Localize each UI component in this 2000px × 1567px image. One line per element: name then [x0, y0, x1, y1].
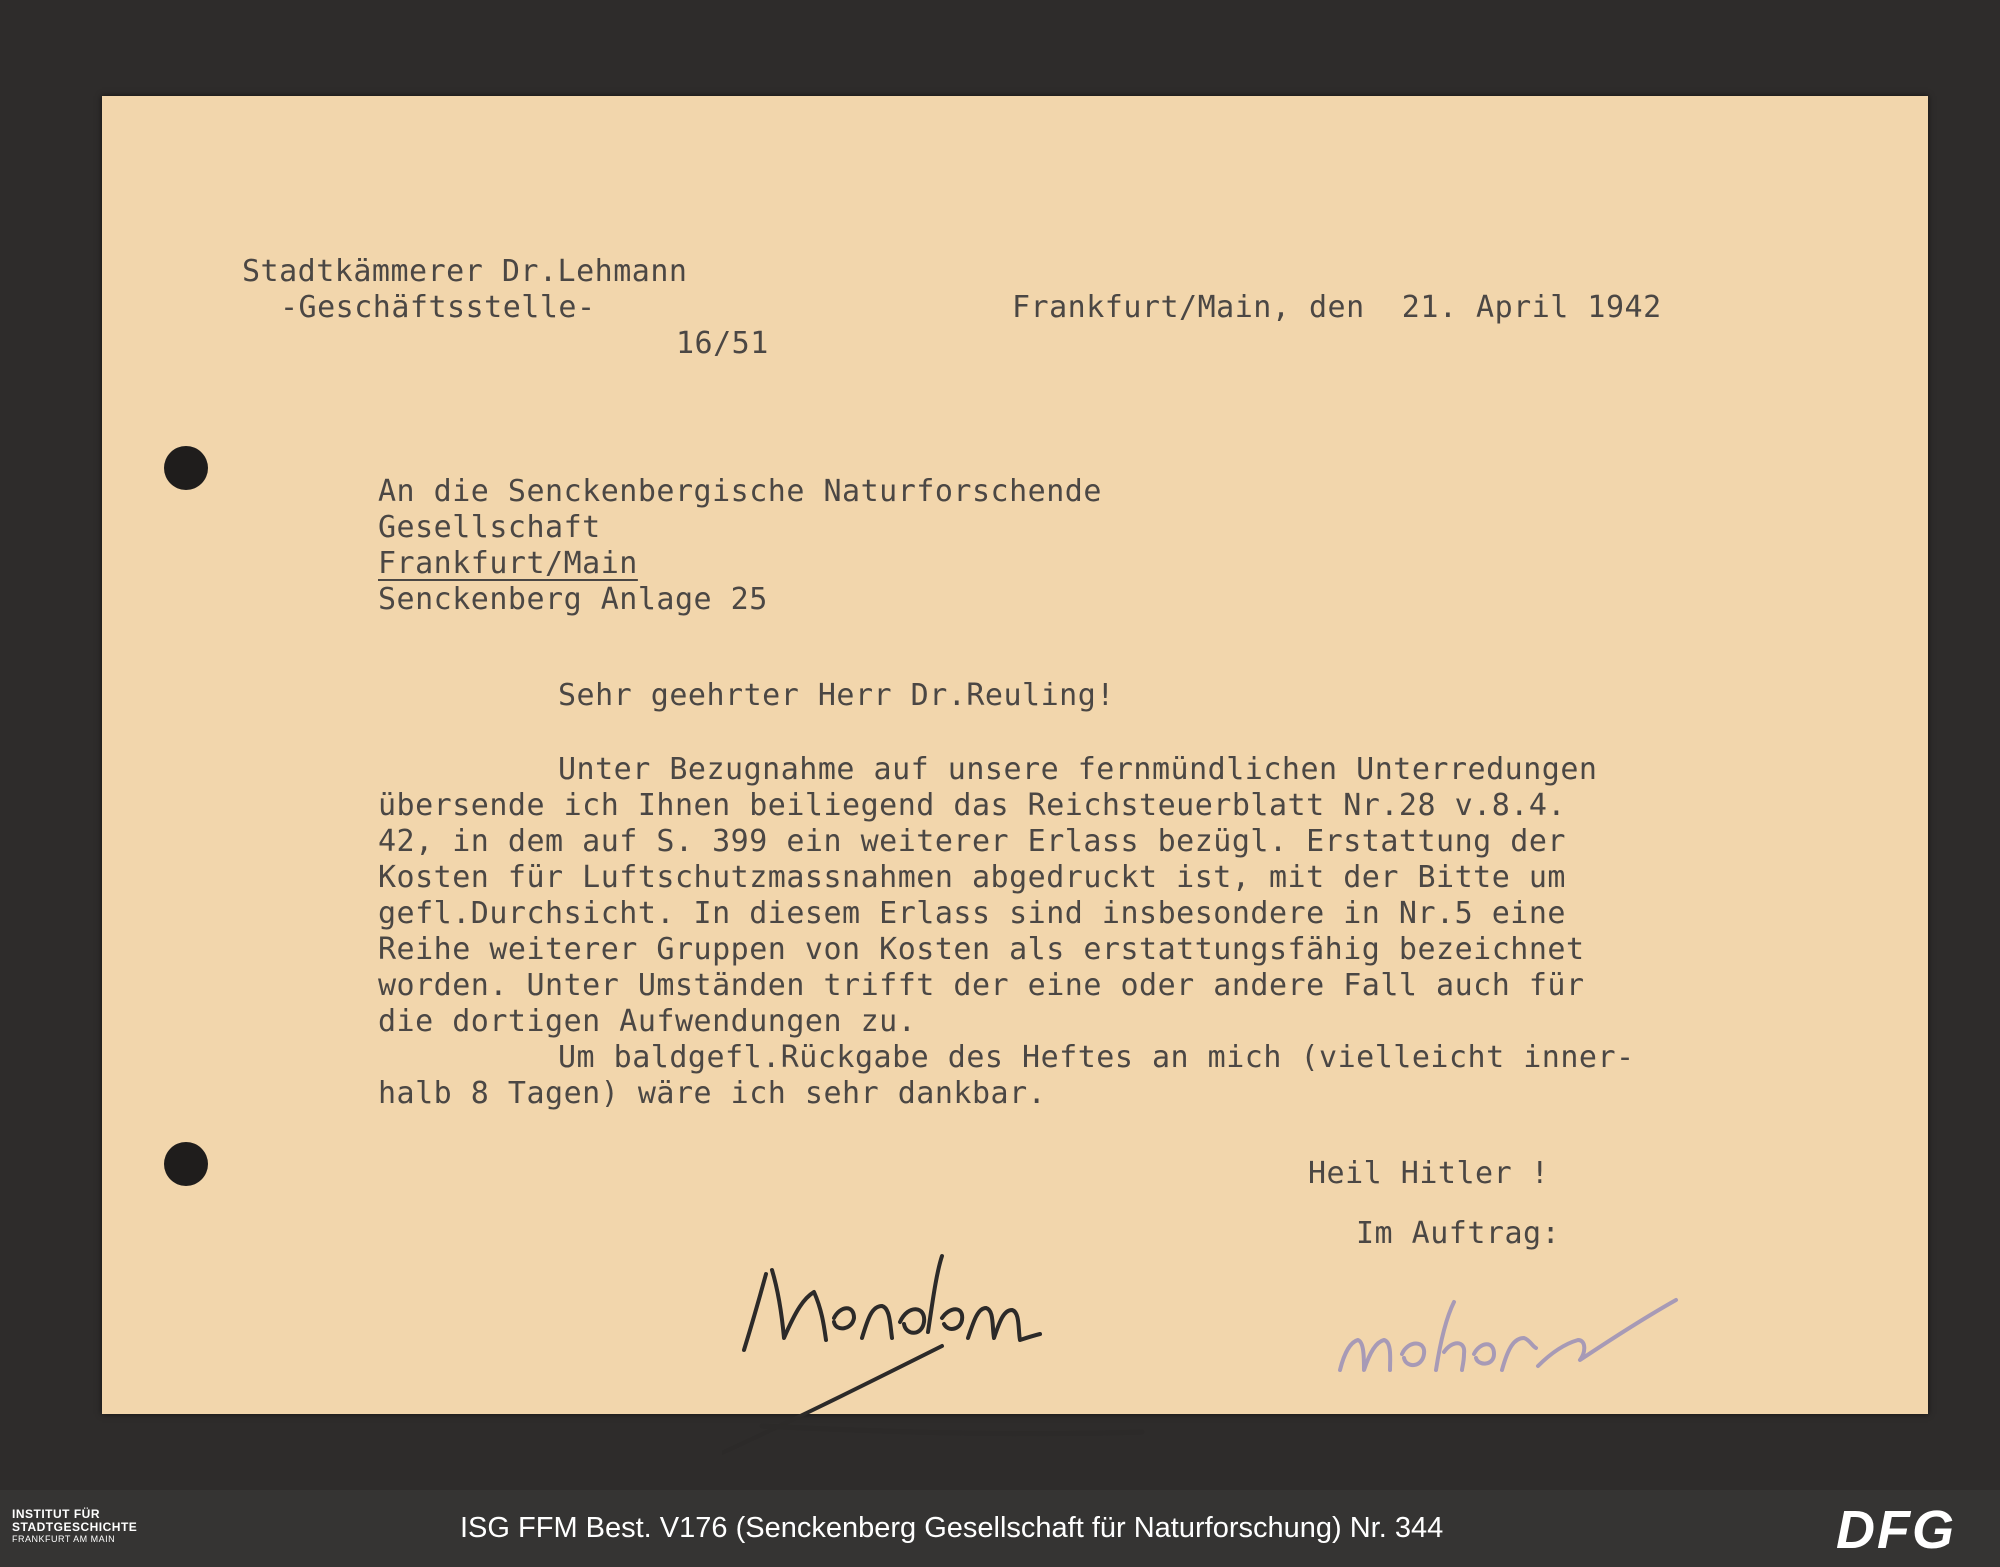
institute-logo	[12, 1508, 137, 1545]
body-line: Um baldgefl.Rückgabe des Heftes an mich (vielleicht inner-	[558, 1040, 1635, 1075]
recipient-line-4: Senckenberg Anlage 25	[378, 582, 768, 617]
institute-line-2: STADTGESCHICHTE	[12, 1520, 138, 1534]
closing-greeting: Heil Hitler !	[1308, 1156, 1550, 1191]
signature-right	[1324, 1266, 1804, 1406]
archive-footer	[0, 1490, 2000, 1567]
body-line: übersende ich Ihnen beiliegend das Reichsteuerblatt Nr.28 v.8.4.	[378, 788, 1566, 823]
institute-line-3: FRANKFURT AM MAIN	[12, 1534, 116, 1544]
letter-sheet	[102, 96, 1928, 1414]
dfg-logo: DFG	[1836, 1500, 1956, 1560]
sender-line-2: -Geschäftsstelle-	[280, 290, 596, 325]
sender-line-1: Stadtkämmerer Dr.Lehmann	[242, 254, 688, 289]
body-line: Reihe weiterer Gruppen von Kosten als erstattungsfähig bezeichnet	[378, 932, 1585, 967]
body-line: 42, in dem auf S. 399 ein weiterer Erlass bezügl. Erstattung der	[378, 824, 1566, 859]
body-line: gefl.Durchsicht. In diesem Erlass sind insbesondere in Nr.5 eine	[378, 896, 1566, 931]
body-line: die dortigen Aufwendungen zu.	[378, 1004, 917, 1039]
recipient-line-2: Gesellschaft	[378, 510, 601, 545]
body-line: worden. Unter Umständen trifft der eine oder andere Fall auch für	[378, 968, 1585, 1003]
archive-caption: ISG FFM Best. V176 (Senckenberg Gesellschaft für Naturforschung) Nr. 344	[460, 1512, 1444, 1544]
salutation: Sehr geehrter Herr Dr.Reuling!	[558, 678, 1115, 713]
punch-hole-top	[164, 446, 208, 490]
institute-line-1: INSTITUT FÜR	[12, 1507, 100, 1521]
sender-reference: 16/51	[676, 326, 769, 361]
punch-hole-bottom	[164, 1142, 208, 1186]
place-date: Frankfurt/Main, den 21. April 1942	[1012, 290, 1662, 325]
body-line: Kosten für Luftschutzmassnahmen abgedruckt ist, mit der Bitte um	[378, 860, 1566, 895]
closing-on-behalf: Im Auftrag:	[1356, 1216, 1561, 1251]
signature-left	[722, 1226, 1282, 1466]
body-line: halb 8 Tagen) wäre ich sehr dankbar.	[378, 1076, 1047, 1111]
body-line: Unter Bezugnahme auf unsere fernmündlichen Unterredungen	[558, 752, 1598, 787]
recipient-line-3: Frankfurt/Main	[378, 546, 638, 581]
recipient-line-1: An die Senckenbergische Naturforschende	[378, 474, 1102, 509]
